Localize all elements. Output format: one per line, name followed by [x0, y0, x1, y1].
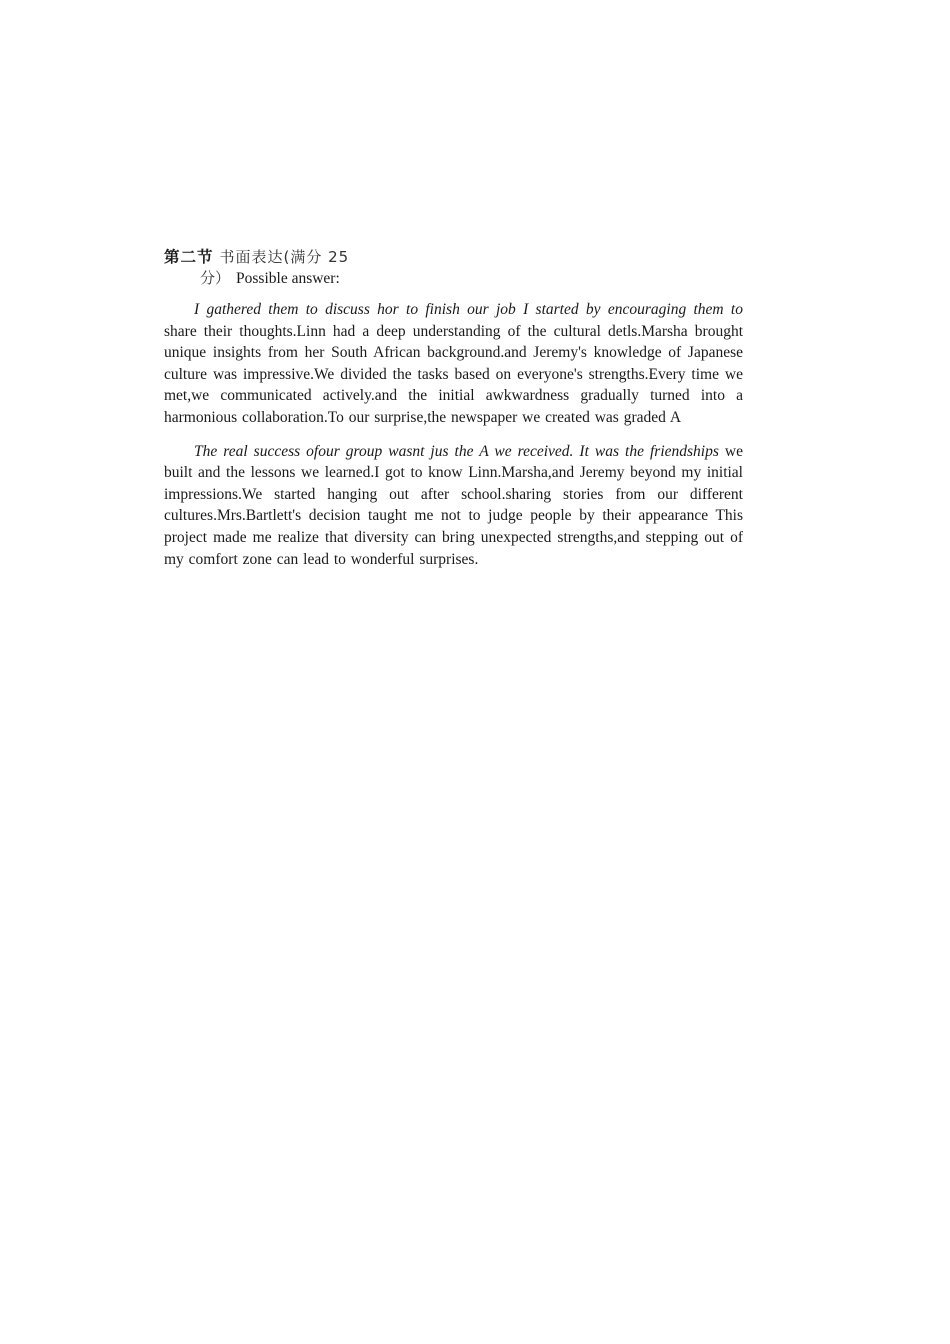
section-heading — [164, 247, 743, 268]
paragraph-2-italic-text: The real success ofour group wasnt jus the A we received. It was the friendships — [194, 442, 719, 460]
answer-heading — [200, 268, 743, 289]
document-body — [164, 247, 743, 582]
paragraph-1-italic-text: I gathered them to discuss hor to finish our job I started by encouraging them to — [194, 301, 743, 318]
section-title: 第二节 — [164, 248, 214, 266]
answer-paragraph-2 — [164, 441, 743, 571]
answer-paragraph-1 — [164, 299, 743, 429]
answer-label: Possible answer: — [236, 270, 340, 287]
paragraph-1-text: share their thoughts.Linn had a deep understanding of the cultural detls.Marsha brought unique insights from her South African background.and Jeremy's knowledge of Japanese culture was impressive.We divided the tasks based on everyone's strengths.Every time we met,we communicated actively.and the initial awkwardness gradually turned into a harmonious collaboration.To our surprise,the newspaper we created was graded A — [164, 322, 743, 426]
paragraph-2-text: we built and the lessons we learned.I got to know Linn.Marsha,and Jeremy beyond my initial impressions.We started hanging out after school.sharing stories from our different cultures.Mrs.Bartlett's decision taught me not to judge people by their appearance This project made me realize that diversity can bring unexpected strengths,and stepping out of my comfort zone can lead to wonderful surprises. — [164, 442, 743, 568]
section-subtitle: 书面表达(满分 25 — [219, 248, 350, 266]
section-subtitle-continued: 分） — [200, 269, 231, 287]
